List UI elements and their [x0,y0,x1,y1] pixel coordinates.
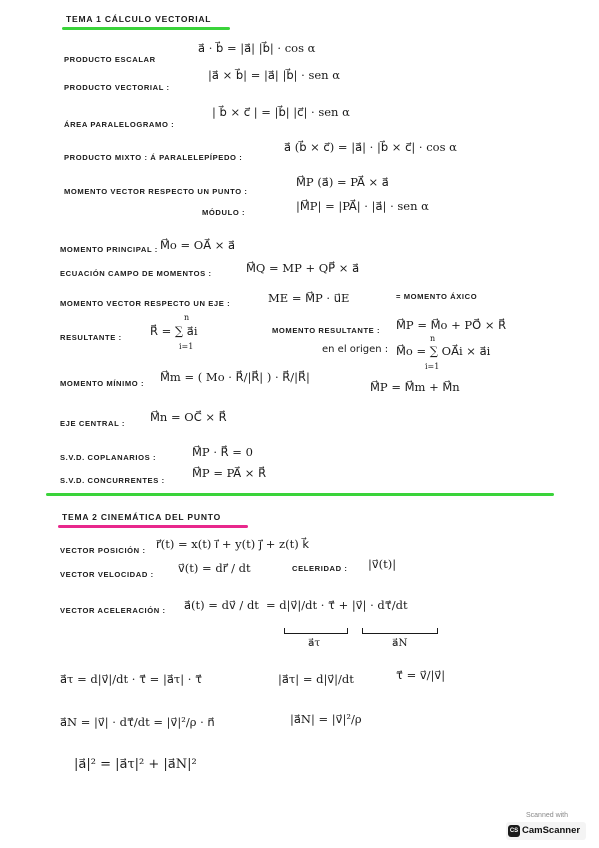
formula-producto-escalar: a⃗ · b⃗ = |a⃗| |b⃗| · cos α [198,41,316,55]
label-resultante: RESULTANTE : [60,333,122,342]
formula-tangential: a⃗τ = d|v⃗|/dt · τ⃗ = |a⃗τ| · τ⃗ [60,672,203,686]
label-producto-mixto: PRODUCTO MIXTO : Á PARALELEPÍPEDO : [64,153,243,162]
label-vector-velocidad: VECTOR VELOCIDAD : [60,570,154,579]
section1-title-highlight [62,27,230,30]
resultante-sum-bottom: i=1 [179,342,194,351]
formula-pythagoras: |a⃗|² = |a⃗τ|² + |a⃗N|² [74,757,197,772]
label-vector-posicion: VECTOR POSICIÓN : [60,546,146,555]
formula-svd-coplanarios: M⃗P · R⃗ = 0 [192,445,253,459]
label-area-paralelogramo: ÁREA PARALELOGRAMO : [64,120,175,129]
formula-momento-resultante: M⃗P = M⃗o + PO⃗ × R⃗ [396,318,507,332]
resultante-sum-top: n [184,313,190,322]
formula-momento-principal: M⃗o = OA⃗ × a⃗ [160,238,236,252]
bracket-normal [362,628,438,634]
formula-resultante: R⃗ = ∑ a⃗i [150,324,198,338]
label-svd-coplanarios: S.V.D. COPLANARIOS : [60,453,157,462]
formula-ecuacion-campo: M⃗Q = MP + QP⃗ × a⃗ [246,261,360,275]
formula-relacion-momentos: M⃗P = M⃗m + M⃗n [370,380,460,394]
label-vector-aceleracion: VECTOR ACELERACIÓN : [60,606,166,615]
label-momento-principal: MOMENTO PRINCIPAL : [60,245,158,254]
label-celeridad: CELERIDAD : [292,564,348,573]
label-eje-central: EJE CENTRAL : [60,419,126,428]
label-ecuacion-campo: ECUACIÓN CAMPO DE MOMENTOS : [60,269,212,278]
section2-title-highlight [58,525,248,528]
camscanner-logo-icon: CS [508,825,520,837]
scanned-with-text: Scanned with [525,812,569,819]
formula-normal-mod: |a⃗N| = |v⃗|²/ρ [290,712,362,726]
formula-area-paralelogramo: | b⃗ × c⃗ | = |b⃗| |c⃗| · sen α [212,105,350,119]
origen-sum-bottom: i=1 [425,362,440,371]
section2-title: TEMA 2 CINEMÁTICA DEL PUNTO [62,512,222,522]
formula-aceleracion-b: = d|v⃗|/dt · τ⃗ + |v⃗| · dτ⃗/dt [266,598,408,612]
label-modulo: MÓDULO : [202,208,246,217]
label-producto-escalar: PRODUCTO ESCALAR [64,55,156,64]
formula-svd-concurrentes: M⃗P = PA⃗ × R⃗ [192,466,267,480]
part-a-tau: a⃗τ [308,637,321,649]
formula-tau: τ⃗ = v⃗/|v⃗| [396,668,446,682]
label-momento-resultante: MOMENTO RESULTANTE : [272,326,381,335]
label-svd-concurrentes: S.V.D. CONCURRENTES : [60,476,165,485]
formula-eje-central: M⃗n = OC⃗ × R⃗ [150,410,227,424]
label-en-el-origen: en el origen : [322,344,389,355]
section-separator [46,493,554,496]
label-momento-eje: MOMENTO VECTOR RESPECTO UN EJE : [60,299,231,308]
formula-modulo: |M⃗P| = |PA⃗| · |a⃗| · sen α [296,199,429,213]
camscanner-brand: CamScanner [522,825,581,836]
formula-momento-eje: ME = M⃗P · u⃗E [268,291,350,305]
formula-tangential-mod: |a⃗τ| = d|v⃗|/dt [278,672,354,686]
origen-sum-top: n [430,334,436,343]
label-producto-vectorial: PRODUCTO VECTORIAL : [64,83,170,92]
formula-vector-posicion: r⃗(t) = x(t) i⃗ + y(t) j⃗ + z(t) k⃗ [156,537,310,551]
label-momento-minimo: MOMENTO MÍNIMO : [60,379,145,388]
formula-producto-mixto: a⃗ (b⃗ × c⃗) = |a⃗| · |b⃗ × c⃗| · cos α [284,140,457,154]
part-a-n: a⃗N [392,637,408,649]
momento-axico-note: = MOMENTO ÁXICO [396,292,478,301]
formula-momento-minimo: M⃗m = ( Mo · R⃗/|R⃗| ) · R⃗/|R⃗| [160,370,310,384]
formula-producto-vectorial: |a⃗ × b⃗| = |a⃗| |b⃗| · sen α [208,68,340,82]
formula-aceleracion-a: a⃗(t) = dv⃗ / dt [184,598,259,612]
label-momento-vector: MOMENTO VECTOR RESPECTO UN PUNTO : [64,187,248,196]
formula-celeridad: |v⃗(t)| [368,557,397,571]
bracket-tangential [284,628,348,634]
camscanner-badge [504,812,586,842]
formula-normal: a⃗N = |v⃗| · dτ⃗/dt = |v⃗|²/ρ · n⃗ [60,715,215,729]
formula-momento-vector: M⃗P (a⃗) = PA⃗ × a⃗ [296,175,389,189]
formula-vector-velocidad: v⃗(t) = dr⃗ / dt [178,561,251,575]
section1-title: TEMA 1 CÁLCULO VECTORIAL [66,14,212,24]
formula-en-el-origen: M⃗o = ∑ OA⃗i × a⃗i [396,344,491,358]
